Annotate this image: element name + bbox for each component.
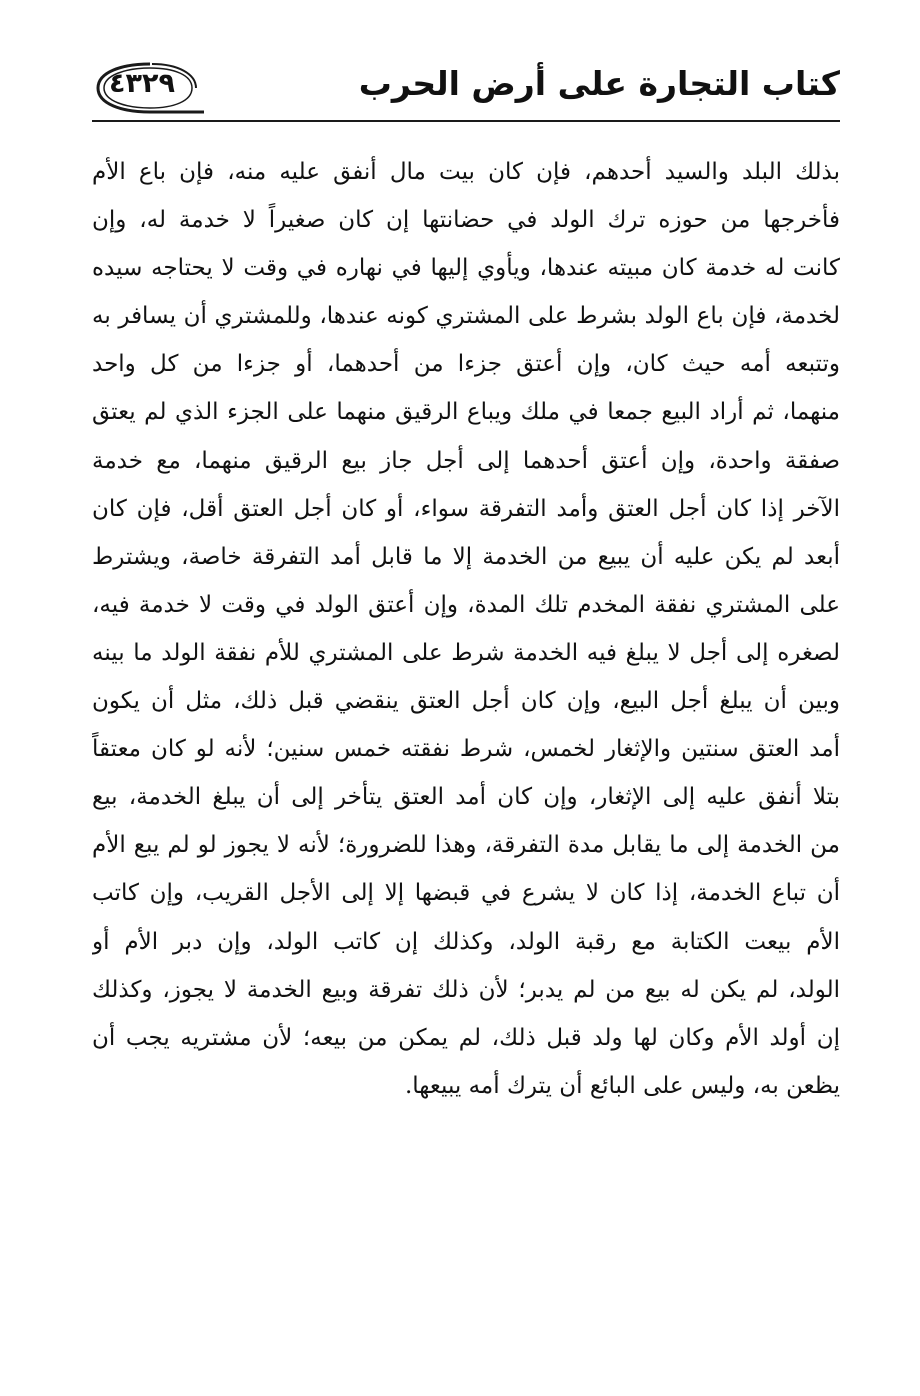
text-line: أبعد لم يكن عليه أن يبيع من الخدمة إلا ما قابل أمد التفرقة خاصة، ويشترط (92, 543, 840, 570)
text-line: الآخر إذا كان أجل العتق وأمد التفرقة سواء، أو كان أجل العتق أقل، فإن كان (92, 495, 840, 522)
text-line: صفقة واحدة، وإن أعتق أحدهما إلى أجل جاز بيع الرقيق منهما، مع خدمة (92, 447, 840, 474)
page-header (92, 58, 840, 122)
text-line: فأخرجها من حوزه ترك الولد في حضانتها إن كان صغيراً لا خدمة له، وإن (92, 207, 840, 234)
text-line: أن تباع الخدمة، إذا كان لا يشرع في قبضها إلا إلى الأجل القريب، وإن كاتب (92, 880, 840, 907)
text-line: الولد، لم يكن له بيع من لم يدبر؛ لأن ذلك تفرقة وبيع الخدمة لا يجوز، وكذلك (92, 976, 840, 1003)
text-line: على المشتري نفقة المخدم تلك المدة، وإن أعتق الولد في وقت لا خدمة فيه، (92, 591, 840, 618)
text-line: إن أولد الأم وكان لها ولد قبل ذلك، لم يمكن من بيعه؛ لأن مشتريه يجب أن (92, 1024, 840, 1051)
book-title: كتاب التجارة على أرض الحرب (358, 64, 840, 103)
text-line: أمد العتق سنتين والإثغار لخمس، شرط نفقته خمس سنين؛ لأنه لو كان معتقاً (92, 736, 840, 763)
text-line: منهما، ثم أراد البيع جمعا في ملك ويباع الرقيق منهما على الجزء الذي لم يعتق (92, 399, 840, 426)
text-line: بذلك البلد والسيد أحدهم، فإن كان بيت مال أنفق عليه منه، فإن باع الأم (92, 159, 840, 185)
text-line: وبين أن يبلغ أجل البيع، وإن كان أجل العتق ينقضي قبل ذلك، مثل أن يكون (92, 688, 840, 715)
text-line: كانت له خدمة كان مبيته عندها، ويأوي إليها في نهاره في وقت لا يحتاجه سيده (92, 255, 840, 282)
text-line: الأم بيعت الكتابة مع رقبة الولد، وكذلك إن كاتب الولد، وإن دبر الأم أو (92, 928, 840, 955)
text-line: لصغره إلى أجل لا يبلغ فيه الخدمة شرط على المشتري للأم نفقة الولد ما بينه (92, 639, 840, 666)
body-text (92, 148, 840, 1110)
page-number: ٤٣٢٩ (109, 68, 175, 99)
text-line: يظعن به، وليس على البائع أن يترك أمه يبيعها. (404, 1072, 840, 1099)
text-line: من الخدمة إلى ما يقابل مدة التفرقة، وهذا للضرورة؛ لأنه لا يجوز لو لم يبع الأم (92, 832, 840, 859)
text-line: لخدمة، فإن باع الولد بشرط على المشتري كونه عندها، وللمشتري أن يسافر به (92, 303, 840, 330)
header-rule (92, 120, 840, 122)
text-line: بتلا أنفق عليه إلى الإثغار، وإن كان أمد العتق يتأخر إلى أن يبلغ الخدمة، بيع (92, 784, 840, 811)
text-line: وتتبعه أمه حيث كان، وإن أعتق جزءا من أحدهما، أو جزءا من كل واحد (92, 351, 840, 378)
